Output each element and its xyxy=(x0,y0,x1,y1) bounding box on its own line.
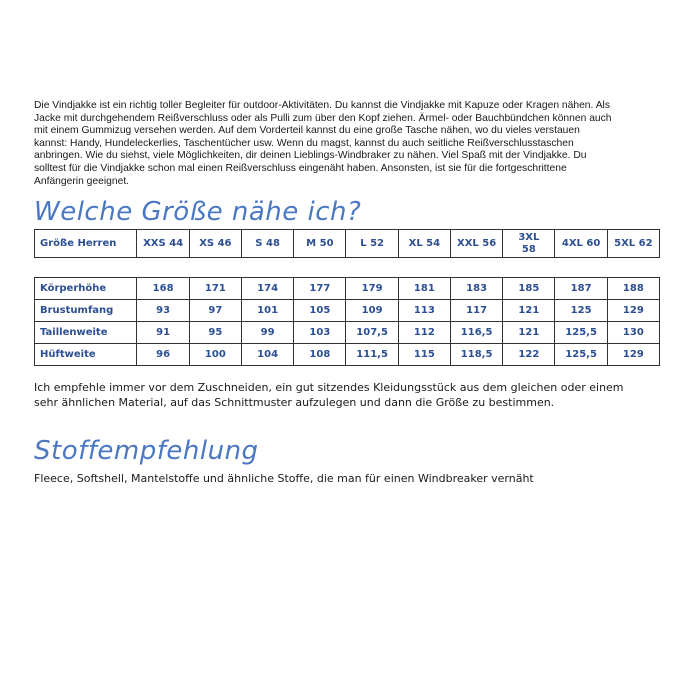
size-cell: S 48 xyxy=(241,230,293,258)
value-cell: 104 xyxy=(241,344,293,366)
value-cell: 179 xyxy=(346,278,398,300)
value-cell: 168 xyxy=(137,278,189,300)
fabric-heading: Stoffempfehlung xyxy=(34,436,259,466)
value-cell: 108 xyxy=(294,344,346,366)
value-cell: 185 xyxy=(503,278,555,300)
value-cell: 181 xyxy=(398,278,450,300)
value-cell: 129 xyxy=(607,300,659,322)
value-cell: 125,5 xyxy=(555,322,607,344)
value-cell: 97 xyxy=(189,300,241,322)
value-cell: 109 xyxy=(346,300,398,322)
value-cell: 115 xyxy=(398,344,450,366)
value-cell: 91 xyxy=(137,322,189,344)
value-cell: 103 xyxy=(294,322,346,344)
value-cell: 100 xyxy=(189,344,241,366)
size-cell: 5XL 62 xyxy=(607,230,659,258)
value-cell: 177 xyxy=(294,278,346,300)
value-cell: 121 xyxy=(503,322,555,344)
table-row xyxy=(35,322,660,344)
value-cell: 129 xyxy=(607,344,659,366)
value-cell: 187 xyxy=(555,278,607,300)
value-cell: 174 xyxy=(241,278,293,300)
table-row xyxy=(35,278,660,300)
size-cell: 4XL 60 xyxy=(555,230,607,258)
size-header-row xyxy=(35,230,660,258)
value-cell: 118,5 xyxy=(450,344,502,366)
value-cell: 112 xyxy=(398,322,450,344)
value-cell: 105 xyxy=(294,300,346,322)
size-cell: 3XL 58 xyxy=(503,230,555,258)
value-cell: 183 xyxy=(450,278,502,300)
size-heading: Welche Größe nähe ich? xyxy=(34,197,362,227)
value-cell: 125,5 xyxy=(555,344,607,366)
size-cell: M 50 xyxy=(294,230,346,258)
value-cell: 117 xyxy=(450,300,502,322)
value-cell: 122 xyxy=(503,344,555,366)
value-cell: 125 xyxy=(555,300,607,322)
size-header-label: Größe Herren xyxy=(35,230,137,258)
value-cell: 95 xyxy=(189,322,241,344)
size-cell: XS 46 xyxy=(189,230,241,258)
size-cell: XXL 56 xyxy=(450,230,502,258)
value-cell: 188 xyxy=(607,278,659,300)
value-cell: 121 xyxy=(503,300,555,322)
row-label: Hüftweite xyxy=(35,344,137,366)
measurement-table xyxy=(34,277,660,366)
value-cell: 93 xyxy=(137,300,189,322)
size-cell: XXS 44 xyxy=(137,230,189,258)
value-cell: 99 xyxy=(241,322,293,344)
table-row xyxy=(35,300,660,322)
size-header-table xyxy=(34,229,660,258)
size-cell: L 52 xyxy=(346,230,398,258)
value-cell: 113 xyxy=(398,300,450,322)
row-label: Körperhöhe xyxy=(35,278,137,300)
intro-paragraph: Die Vindjakke ist ein richtig toller Begleiter für outdoor-Aktivitäten. Du kannst die Vindjakke mit Kapuze oder Kragen nähen. Als Jacke mit durchgehendem Reißverschluss oder als Pulli zum über den Kopf ziehen. Ärmel- oder Bauchbündchen können auch mit einem Gummizug versehen werden. Auf dem Vorderteil kannst du eine große Tasche nähen, wo du vieles verstauen kannst: Handy, Hundeleckerlies, Taschentücher usw. Wenn du magst, kannst du auch seitliche Reißverschlusstaschen anbringen. Wie du siehst, viele Möglichkeiten, dir deinen Lieblings-Windbraker zu nähen. Viel Spaß mit der Vindjakke. Du solltest für die Vindjakke schon mal einen Reißverschluss eingenäht haben. Ansonsten, ist sie für die fortgeschrittene Anfängerin geeignet. xyxy=(34,100,612,187)
value-cell: 116,5 xyxy=(450,322,502,344)
value-cell: 101 xyxy=(241,300,293,322)
table-row xyxy=(35,344,660,366)
recommendation-paragraph: Ich empfehle immer vor dem Zuschneiden, ein gut sitzendes Kleidungsstück aus dem gleichen oder einem sehr ähnlichen Material, auf das Schnittmuster aufzulegen und dann die Größe zu bestimmen. xyxy=(34,381,624,409)
size-cell: XL 54 xyxy=(398,230,450,258)
value-cell: 111,5 xyxy=(346,344,398,366)
fabric-paragraph: Fleece, Softshell, Mantelstoffe und ähnliche Stoffe, die man für einen Windbreaker vernäht xyxy=(34,472,534,485)
value-cell: 130 xyxy=(607,322,659,344)
value-cell: 107,5 xyxy=(346,322,398,344)
row-label: Taillenweite xyxy=(35,322,137,344)
value-cell: 171 xyxy=(189,278,241,300)
value-cell: 96 xyxy=(137,344,189,366)
row-label: Brustumfang xyxy=(35,300,137,322)
